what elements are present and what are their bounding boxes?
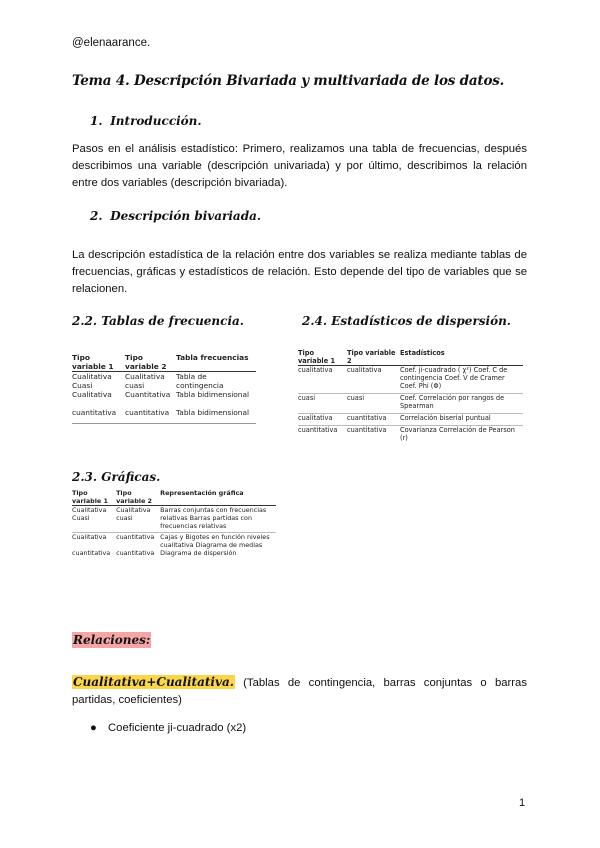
- subheading-estadisticos-dispersion: 2.4. Estadísticos de dispersión.: [302, 314, 511, 328]
- section-heading-bivariada: [90, 209, 261, 223]
- table-cell: Coef. ji-cuadrado ( χ²) Coef. C de contingencia Coef. V de Cramer Coef. Phi (Φ): [400, 366, 523, 394]
- table-cell: Tabla bidimensional: [176, 390, 250, 399]
- table-row: [72, 549, 276, 557]
- table-cell: cualitativa: [347, 366, 400, 394]
- relaciones-heading: Relaciones:: [73, 633, 151, 647]
- bivariada-paragraph: La descripción estadística de la relación entre dos variables se realiza mediante tablas de frecuencias, gráficas y estadísticos de relación. Esto depende del tipo de variables que se relacionen.: [72, 249, 527, 295]
- table-header: Estadísticos: [400, 349, 523, 366]
- table-header: Tipo variable 2: [125, 353, 176, 372]
- dispersion-table: [298, 349, 523, 442]
- cualitativa-highlight: Cualitativa+Cualitativa.: [73, 675, 234, 689]
- table-cell: Coef. Correlación por rangos de Spearman: [400, 394, 523, 414]
- list-item: [90, 722, 246, 734]
- table-cell: Cualitativa: [72, 533, 107, 541]
- table-cell: cuantitativa: [298, 426, 338, 434]
- table-cell: Cuantitativa: [125, 390, 171, 399]
- table-cell: Covarianza Correlación de Pearson (r): [400, 426, 515, 442]
- bullet-icon: ●: [90, 722, 97, 734]
- table-cell: Correlación biserial puntual: [400, 414, 523, 426]
- table-row: [298, 366, 523, 394]
- table-header-row: [72, 353, 256, 372]
- table-header-row: [298, 349, 523, 366]
- section-heading-intro: [90, 114, 202, 128]
- cualitativa-paragraph: [72, 674, 527, 709]
- graphics-table: [72, 489, 276, 557]
- table-header-row: [72, 489, 276, 506]
- section-title: Introducción.: [110, 114, 202, 128]
- table-cell: cuantitativa: [116, 533, 155, 541]
- subheading-tablas-frecuencia: 2.2. Tablas de frecuencia.: [72, 314, 244, 328]
- table-row: [72, 506, 276, 533]
- table-row: [298, 394, 523, 414]
- cualitativa-text: (Tablas de contingencia, barras conjuntas o barras partidas, coeficientes): [72, 677, 527, 706]
- table-cell: Barras conjuntas con frecuencias relativas Barras partidas con frecuencias relativas: [160, 506, 276, 533]
- frequency-table: [72, 353, 256, 424]
- table-cell: cuantitativa: [347, 426, 387, 434]
- table-header: Representación gráfica: [160, 489, 276, 506]
- table-header: Tipo variable 1: [298, 349, 347, 366]
- table-cell: Cualitativa: [72, 390, 112, 399]
- section-title: Descripción bivariada.: [110, 209, 262, 223]
- intro-paragraph: Pasos en el análisis estadístico: Primero, realizamos una tabla de frecuencias, después describimos una variable (descripción univariada) y por último, describimos la relación entre dos variables (descripción bivariada).: [72, 143, 527, 189]
- table-cell: Cualitativa cuasi: [125, 372, 165, 390]
- table-cell: cuantitativa: [125, 408, 176, 424]
- table-cell: cualitativa: [298, 414, 347, 426]
- table-cell: cuantitativa: [72, 408, 125, 424]
- list-item-text: Coeficiente ji-cuadrado (x2): [108, 722, 247, 734]
- table-row: [72, 533, 276, 550]
- document-title: Tema 4. Descripción Bivariada y multivariada de los datos.: [72, 73, 505, 89]
- table-header: Tipo variable 2: [116, 489, 160, 506]
- table-cell: Cualitativa Cuasi: [72, 372, 112, 390]
- table-row: [72, 372, 256, 391]
- author-handle: @elenaarance.: [72, 37, 151, 49]
- table-cell: cuantitativa: [72, 549, 111, 557]
- table-cell: Diagrama de dispersión: [160, 549, 237, 557]
- table-header: Tipo variable 1: [72, 489, 116, 506]
- table-cell: cualitativa: [298, 366, 347, 394]
- table-row: [298, 414, 523, 426]
- table-cell: Cualitativa Cuasi: [72, 506, 116, 533]
- table-cell: cuasi: [298, 394, 347, 414]
- table-cell: Cajas y Bigotes en función niveles cualitativa Diagrama de medias: [160, 533, 270, 549]
- section-number: 1.: [90, 114, 103, 128]
- subheading-graficas: 2.3. Gráficas.: [72, 470, 161, 484]
- table-cell: Cualitativa cuasi: [116, 506, 160, 533]
- table-cell: Tabla bidimensional: [176, 408, 256, 424]
- table-row: [72, 408, 256, 424]
- table-header: Tipo variable 2: [347, 349, 400, 366]
- table-row: [72, 390, 256, 408]
- page-number: 1: [519, 797, 526, 809]
- table-cell: cuantitativa: [347, 414, 400, 426]
- table-cell: cuantitativa: [116, 549, 155, 557]
- section-number: 2.: [90, 209, 103, 223]
- table-cell: Tabla de contingencia: [176, 372, 224, 390]
- table-header: Tipo variable 1: [72, 353, 125, 372]
- table-cell: cuasi: [347, 394, 400, 414]
- table-header: Tabla frecuencias: [176, 353, 256, 372]
- table-row: [298, 426, 523, 443]
